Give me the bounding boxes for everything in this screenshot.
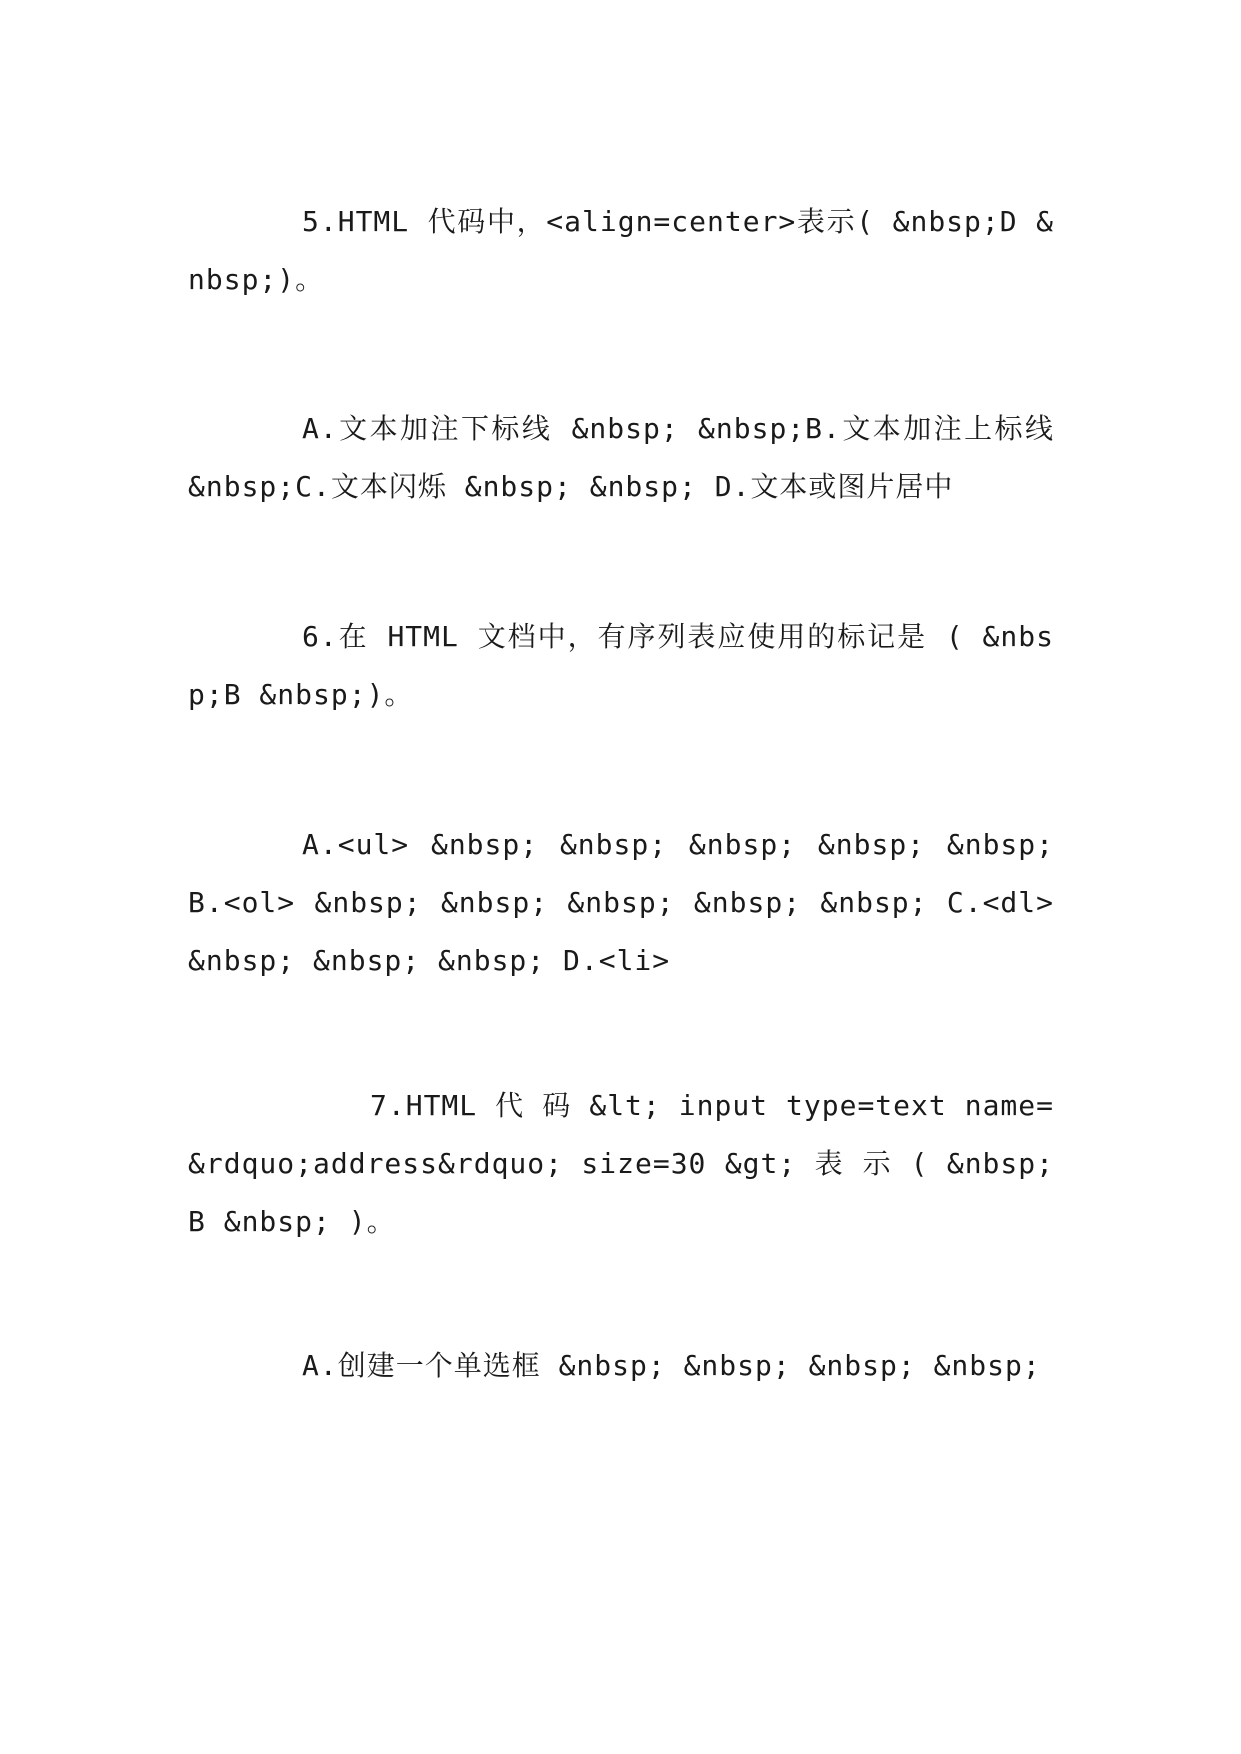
question-7-text: 7.HTML 代 码 &lt; input type=text name=&rdquo;address&rdquo; size=30 &gt; 表 示 ( &nbsp;B &nbsp; )。 [188,1089,1054,1238]
question-6-options: A.<ul> &nbsp; &nbsp; &nbsp; &nbsp; &nbsp;B.<ol> &nbsp; &nbsp; &nbsp; &nbsp; &nbsp; C.<dl> &nbsp; &nbsp; &nbsp; D.<li> [188,828,1054,977]
question-5-options: A.文本加注下标线 &nbsp; &nbsp;B.文本加注上标线 &nbsp;C.文本闪烁 &nbsp; &nbsp; D.文本或图片居中 [188,412,1054,503]
question-7-options: A.创建一个单选框 &nbsp; &nbsp; &nbsp; &nbsp; [302,1349,1041,1382]
question-5-text: 5.HTML 代码中，<align=center>表示( &nbsp;D &nbsp;)。 [188,205,1054,296]
question-6-text: 6.在 HTML 文档中，有序列表应使用的标记是 ( &nbsp;B &nbsp;)。 [188,620,1054,711]
